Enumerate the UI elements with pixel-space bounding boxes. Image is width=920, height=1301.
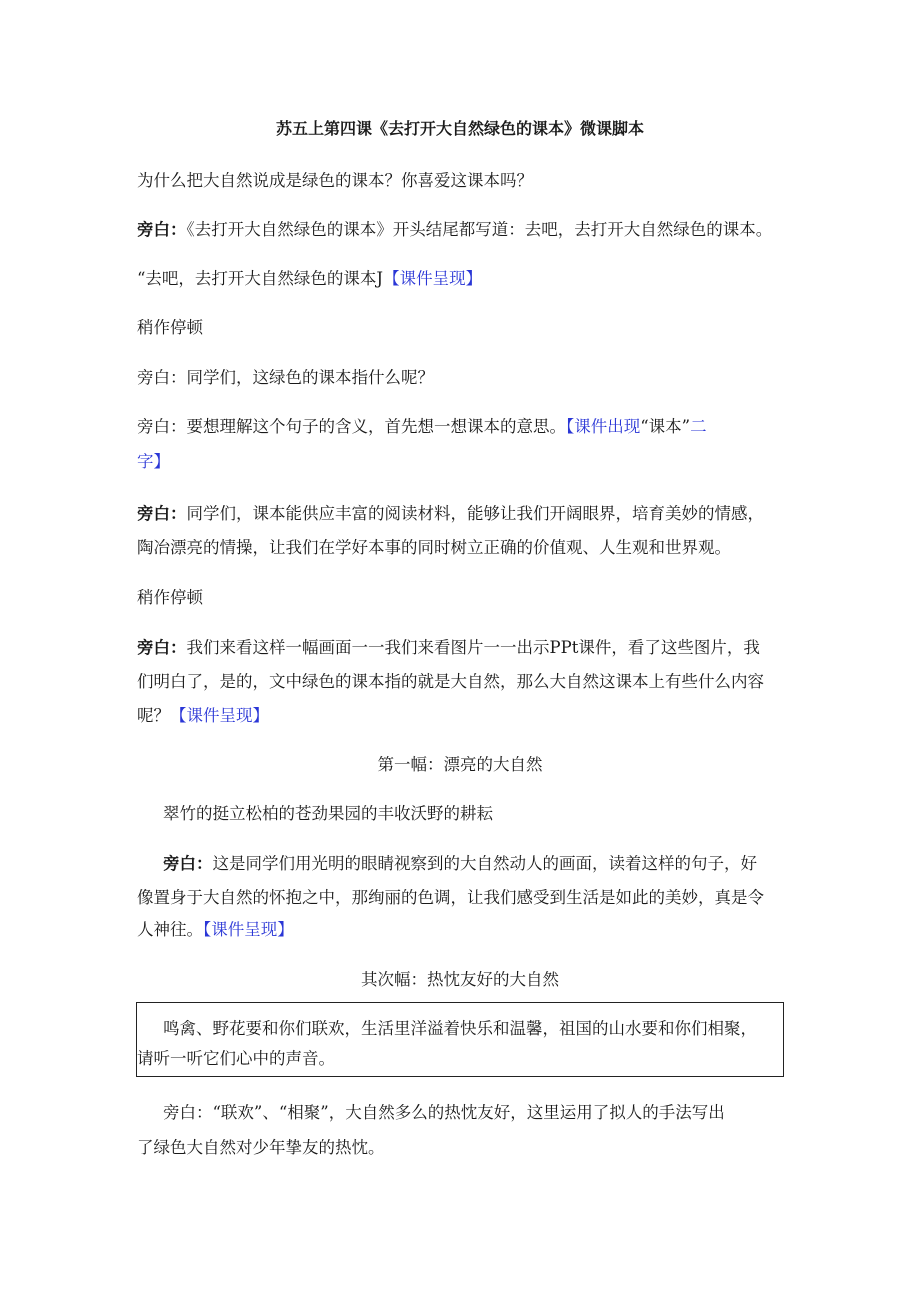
courseware-cue: 【课件呈现】 bbox=[170, 706, 269, 725]
narration-text: 旁白：要想理解这个句子的含义，首先想一想课本的意思。 bbox=[137, 417, 566, 436]
narration-line bbox=[137, 704, 269, 728]
courseware-cue: 【课件呈现】 bbox=[203, 920, 294, 939]
narration-text: 我们来看这样一幅画面一一我们来看图片一一出示PPt课件，看了这些图片，我 bbox=[186, 638, 760, 657]
boxed-line: 请听一听它们心中的声音。 bbox=[137, 1049, 335, 1068]
quoted-word: “课本” bbox=[640, 417, 691, 436]
quote-text: “去吧，去打开大自然绿色的课本J bbox=[137, 269, 384, 288]
paragraph-narration-4 bbox=[137, 502, 764, 526]
intro-question: 为什么把大自然说成是绿色的课本？你喜爱这课本吗？ bbox=[137, 171, 533, 190]
paragraph-narration-7: 旁白：“联欢”、“相聚”，大自然多么的热忱友好，这里运用了拟人的手法写出 bbox=[163, 1103, 725, 1122]
document-title: 苏五上第四课《去打开大自然绿色的课本》微课脚本 bbox=[275, 119, 644, 138]
speaker-label: 旁白： bbox=[137, 220, 187, 239]
section-heading-1: 第一幅：漂亮的大自然 bbox=[377, 755, 543, 774]
courseware-cue: 【课件出现 bbox=[566, 417, 641, 436]
narration-text: 同学们，课本能供应丰富的阅读材料，能够让我们开阔眼界，培育美妙的情感， bbox=[186, 504, 764, 523]
courseware-cue-cont: 字】 bbox=[137, 452, 170, 471]
narration-line: 陶冶漂亮的情操，让我们在学好本事的同时树立正确的价值观、人生观和世界观。 bbox=[137, 538, 731, 557]
paragraph-narration-6 bbox=[163, 852, 757, 876]
section-heading-2: 其次幅：热忱友好的大自然 bbox=[361, 970, 559, 989]
paragraph-quote bbox=[137, 267, 482, 291]
poem-line: 翠竹的挺立松柏的苍劲果园的丰收沃野的耕耘 bbox=[163, 804, 493, 823]
pause-note: 稍作停顿 bbox=[137, 588, 203, 607]
courseware-cue: 【课件呈现】 bbox=[383, 269, 483, 288]
paragraph-narration-3 bbox=[137, 415, 707, 439]
paragraph-narration-5 bbox=[137, 636, 760, 660]
paragraph-narration-2: 旁白：同学们，这绿色的课本指什么呢？ bbox=[137, 368, 434, 387]
narration-line: 了绿色大自然对少年挚友的热忱。 bbox=[137, 1138, 385, 1157]
speaker-label: 旁白： bbox=[137, 638, 187, 657]
speaker-label: 旁白： bbox=[137, 504, 187, 523]
pause-note: 稍作停顿 bbox=[137, 318, 203, 337]
boxed-line: 鸣禽、野花要和你们联欢，生活里洋溢着快乐和温馨，祖国的山水要和你们相聚， bbox=[163, 1019, 757, 1038]
courseware-cue: 二 bbox=[690, 417, 707, 436]
narration-text: 这是同学们用光明的眼睛视察到的大自然动人的画面，读着这样的句子，好 bbox=[212, 854, 757, 873]
narration-line: 们明白了，是的，文中绿色的课本指的就是大自然，那么大自然这课本上有些什么内容 bbox=[137, 672, 764, 691]
paragraph-narration-1 bbox=[137, 218, 772, 242]
narration-text: 《去打开大自然绿色的课本》开头结尾都写道：去吧，去打开大自然绿色的课本。 bbox=[186, 220, 773, 239]
narration-line: 像置身于大自然的怀抱之中，那绚丽的色调，让我们感受到生活是如此的美妙，真是令 bbox=[137, 888, 764, 907]
speaker-label: 旁白： bbox=[163, 854, 213, 873]
narration-line bbox=[137, 918, 294, 942]
narration-text: 呢？ bbox=[137, 706, 170, 725]
narration-text: 人神往。 bbox=[137, 920, 203, 939]
